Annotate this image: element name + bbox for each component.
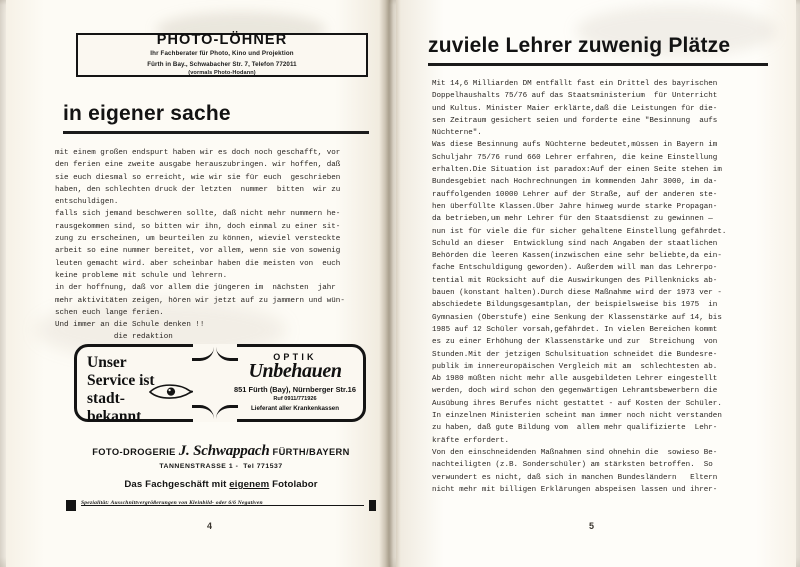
ad-schwappach-specialty-text: Ausschnittvergrößerungen von Kleinbild- oder 6/6 Negativen xyxy=(110,500,263,506)
eye-icon xyxy=(149,383,193,400)
article-line: da betrieben,um mehr Lehrer für den Staatsdienst zu gewinnen — xyxy=(432,215,713,224)
article-line: Schuld an dieser Entwicklung sind nach Angaben der staatlichen xyxy=(432,239,718,248)
ad-schwappach xyxy=(66,443,376,511)
ad-loehner-former-name: (vormals Photo-Hodann) xyxy=(188,70,256,76)
left-headline-rule xyxy=(63,131,369,134)
ad-optik-slogan-line: Unser xyxy=(87,354,127,371)
left-page xyxy=(6,0,389,567)
article-line: Was diese Besinnung aufs Nüchterne bedeutet,müssen in Bayern im xyxy=(432,141,718,150)
article-line: sen Zeitraum gesichert seien und forderte eine "Besinnung aufs xyxy=(432,116,718,125)
ad-schwappach-tagline xyxy=(66,479,376,490)
ad-schwappach-specialty-label: Spezialität: xyxy=(81,500,110,506)
article-line: Und immer an die Schule denken !! xyxy=(55,321,205,330)
article-line: werden, doch wird schon den gegenwärtigen Lehramtsbewerbern die xyxy=(432,387,718,396)
article-line: zu haben, daß gute Bildung vom allem mehr qualifizierte Lehr- xyxy=(432,424,718,433)
article-line: Von den einschneidenden Maßnahmen sind ohnehin die sowieso Be- xyxy=(432,448,718,457)
article-line: nachteiligten (z.B. Sonderschüler) am stärksten betroffen. So xyxy=(432,461,713,470)
article-line: Gymnasien (Oberstufe) eine Senkung der Klassenstärke auf 14, bis xyxy=(432,313,722,322)
ad-optik-slogan-line: Service ist xyxy=(87,371,155,389)
ad-schwappach-specialty xyxy=(66,500,376,511)
ad-optik-phone: Ruf 0911/771926 xyxy=(273,396,317,402)
article-line: arbeit so eine nummer bereitet, vor allem, wenn sie von sowenig xyxy=(55,247,341,256)
rule-end-cap-right-icon xyxy=(369,500,376,511)
article-line: leuten gemacht wird. aber scheinbar haben die meisten von euch xyxy=(55,259,341,268)
article-line: entschuldigen. xyxy=(55,198,119,207)
article-line: den ferien eine zweite ausgabe herauszubringen. wir hoffen, daß xyxy=(55,161,341,170)
article-line: nicht mehr mit billigen Erklärungen abspeisen lassen und ihrer- xyxy=(432,485,718,494)
article-line: Doppelhaushalts 75/76 auf das Staatsministerium für Unterricht xyxy=(432,92,718,101)
ad-schwappach-tagline-emphasis: eigenem xyxy=(229,479,270,490)
ad-optik-unbehauen xyxy=(74,344,366,425)
article-line: und Kultus. Minister Maier erklärte,daß die Leistungen für die- xyxy=(432,104,718,113)
ad-optik-slogan-line: stadt- xyxy=(87,389,125,407)
right-headline-rule xyxy=(428,63,768,66)
ad-optik-brand-name: Unbehauen xyxy=(248,360,342,382)
ad-schwappach-name: J. Schwappach xyxy=(178,443,270,459)
article-line: erhalten.Die Situation ist paradox:Auf der einen Seite stehen im xyxy=(432,166,722,175)
article-line: hen überfüllte Klassen.Über Jahre hinweg wurde starke Propagan- xyxy=(432,202,718,211)
ad-loehner-address-line: Fürth in Bay., Schwabacher Str. 7, Telefon 772011 xyxy=(147,61,297,69)
ad-optik-address: 851 Fürth (Bay), Nürnberger Str.16 xyxy=(233,385,357,394)
article-line: rauffolgenden 10000 Lehrer auf der Straße, auf der anderen ste- xyxy=(432,190,718,199)
article-line: sie euch diesmal so erreicht, wie wir sie für euch geschrieben xyxy=(55,173,341,182)
article-line: keine probleme mit schule und lehrern. xyxy=(55,271,228,280)
left-article-body xyxy=(55,147,385,344)
ad-optik-slogan-line: bekannt xyxy=(87,407,142,425)
folio-right: 5 xyxy=(589,521,595,531)
article-line: kräfte erfordert. xyxy=(432,436,509,445)
article-line: tential mit Rücksicht auf die Auswirkungen des Pillenknicks ab- xyxy=(432,276,718,285)
left-page-headline: in eigener sache xyxy=(63,102,231,125)
ad-schwappach-street: TANNENSTRASSE 1 - xyxy=(159,463,239,470)
article-line: haben, den schlechten druck der letzten nummer bitten wir zu xyxy=(55,185,341,194)
article-line: abschiedete Bildungsgesamtplan, der beispielsweise bis 1975 in xyxy=(432,301,718,310)
article-line: Mit 14,6 Milliarden DM entfällt fast ein Drittel des bayrischen xyxy=(432,80,718,88)
ad-schwappach-tagline-after: Fotolabor xyxy=(269,479,318,490)
article-line: In einzelnen Ministerien scheint man immer noch nicht verstanden xyxy=(432,412,722,421)
article-line: Behörden die leeren Kassen(inzwischen eine sehr beliebte,da ein- xyxy=(432,252,722,261)
article-line: mehr aktivitäten zeigen, hören wir jetzt auf zu jammern und wün- xyxy=(55,296,345,305)
article-line: schen euch lange ferien. xyxy=(55,308,164,317)
article-line: Ab 1980 müßten nicht mehr alle ausgebildeten Lehrer eingestellt xyxy=(432,375,718,384)
book-gutter-shadow xyxy=(379,0,401,567)
ad-loehner-address xyxy=(147,61,296,77)
article-line: zung zu erscheinen, um beurteilen zu können, wieviel versteckte xyxy=(55,235,341,244)
article-line: falls sich jemand beschweren sollte, daß nicht mehr nummern he- xyxy=(55,210,341,219)
right-page xyxy=(396,0,796,567)
article-line: Nüchterne". xyxy=(432,129,482,138)
ad-schwappach-title xyxy=(66,443,376,460)
article-line: Schuljahr 75/76 rund 660 Lehrer erfahren, die keine Einstellung xyxy=(432,153,718,162)
right-page-headline: zuviele Lehrer zuwenig Plätze xyxy=(428,34,731,57)
article-line: Ausübung ihres Berufes nicht gestattet - auf Kosten der Schüler. xyxy=(432,399,722,408)
ad-schwappach-suffix: FÜRTH/BAYERN xyxy=(272,447,350,457)
ad-optik-note: Lieferant aller Krankenkassen xyxy=(250,405,340,412)
article-line: 1985 auf 12 Schüler vorsah,gefährdet. In vielen Bereichen kommt xyxy=(432,325,718,334)
article-line: Stunden.Mit der jetzigen Schulsituation schneidet die Bundesre- xyxy=(432,350,718,359)
article-line: die redaktion xyxy=(55,333,173,342)
specialty-rule xyxy=(81,500,364,506)
ad-photo-loehner xyxy=(76,33,368,77)
ad-schwappach-prefix: FOTO-DROGERIE xyxy=(92,447,176,457)
article-line: rausgekommen sind, so bitten wir ihn, doch einmal zu einer sit- xyxy=(55,222,341,231)
ad-schwappach-phone: Tel 771537 xyxy=(243,463,283,470)
article-line: bauen (konstant halten).Durch diese Maßnahme wird der 1973 ver - xyxy=(432,289,722,298)
ad-optik-word: OPTIK xyxy=(273,352,317,362)
article-line: nun ist für viele die für sicher gehaltene Einstellung gefährdet. xyxy=(432,227,727,236)
article-line: es zu einer Erhöhung der Klassenstärke und zur Streichung von xyxy=(432,338,718,347)
article-line: fache Entschuldigung geworden). Außerdem will man das Lehrerpo- xyxy=(432,264,718,273)
article-line: mit einem großen endspurt haben wir es doch noch geschafft, vor xyxy=(55,149,341,157)
ad-loehner-subtitle: Ihr Fachberater für Photo, Kino und Projektion xyxy=(150,50,294,58)
article-line: in der hoffnung, daß vor allem die jüngeren im nächsten jahr xyxy=(55,284,336,293)
article-line: verwundert es nicht, daß sich in manchen Bundesländern Eltern xyxy=(432,473,718,482)
article-line: publik im innereuropäischen Vergleich mit am schlechtesten ab. xyxy=(432,362,718,371)
article-line: Bundesgebiet nach Hochrechnungen im kommenden Jahr 3000, im da- xyxy=(432,178,718,187)
ad-schwappach-contact xyxy=(66,463,376,470)
rule-end-cap-left-icon xyxy=(66,500,76,511)
right-article-body xyxy=(432,78,772,496)
folio-left: 4 xyxy=(207,521,213,531)
ad-schwappach-tagline-before: Das Fachgeschäft mit xyxy=(124,479,230,490)
ad-optik-brandblock xyxy=(227,352,363,412)
specialty-text-wrap xyxy=(81,500,263,506)
ad-loehner-name: PHOTO-LÖHNER xyxy=(156,32,288,49)
